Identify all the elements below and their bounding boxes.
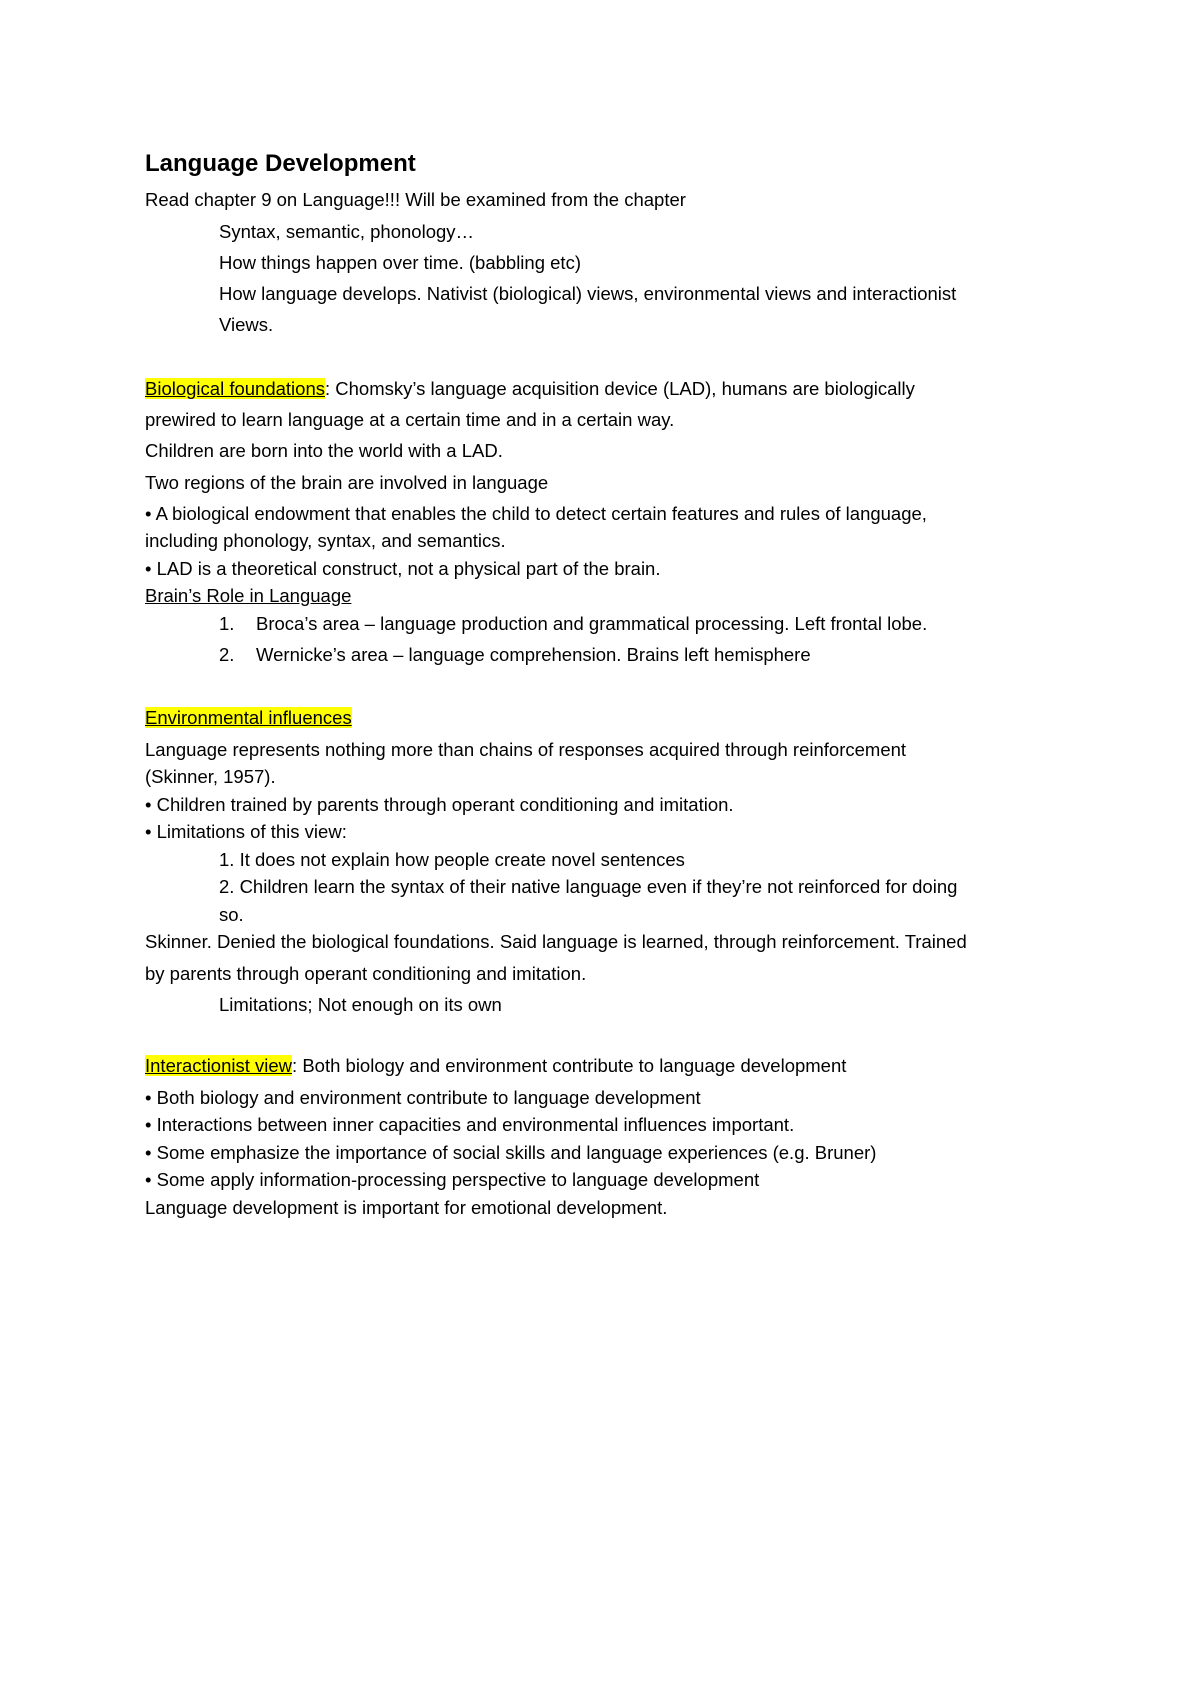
closing-line: Language development is important for emotional development. bbox=[145, 1197, 668, 1218]
heading-colon: : bbox=[325, 378, 331, 399]
bullet-item: • Limitations of this view: bbox=[145, 821, 347, 842]
biological-line: prewired to learn language at a certain time and in a certain way. bbox=[145, 409, 675, 430]
limitation-item: 2. Children learn the syntax of their native language even if they’re not reinforced for doing bbox=[219, 876, 958, 897]
limitation-item: 1. It does not explain how people create novel sentences bbox=[219, 849, 685, 870]
list-number: 2. bbox=[219, 644, 235, 665]
limitation-item-continued: so. bbox=[219, 904, 244, 925]
interactionist-heading: Interactionist view bbox=[145, 1055, 293, 1076]
list-item: Broca’s area – language production and grammatical processing. Left frontal lobe. bbox=[256, 613, 928, 634]
environmental-heading: Environmental influences bbox=[145, 707, 352, 728]
environmental-line: Language represents nothing more than chains of responses acquired through reinforcement bbox=[145, 739, 907, 760]
intro-item: How language develops. Nativist (biological) views, environmental views and interactionist bbox=[219, 283, 957, 304]
list-item: Wernicke’s area – language comprehension. Brains left hemisphere bbox=[256, 644, 811, 665]
environmental-line: (Skinner, 1957). bbox=[145, 766, 276, 787]
bullet-item: • Children trained by parents through operant conditioning and imitation. bbox=[145, 794, 734, 815]
biological-paragraph bbox=[145, 377, 915, 401]
environmental-paragraph bbox=[145, 706, 352, 730]
list-number: 1. bbox=[219, 613, 235, 634]
heading-colon: : bbox=[292, 1055, 298, 1076]
intro-item: Syntax, semantic, phonology… bbox=[219, 221, 475, 242]
brain-role-heading: Brain’s Role in Language bbox=[145, 585, 352, 606]
page-title: Language Development bbox=[145, 150, 416, 177]
bullet-item: • Interactions between inner capacities and environmental influences important. bbox=[145, 1114, 795, 1135]
interactionist-line-text: Both biology and environment contribute to language development bbox=[297, 1055, 847, 1076]
intro-item: Views. bbox=[219, 314, 274, 335]
bullet-item: • Some emphasize the importance of social skills and language experiences (e.g. Bruner) bbox=[145, 1142, 877, 1163]
interactionist-paragraph bbox=[145, 1054, 846, 1078]
environmental-line: Skinner. Denied the biological foundations. Said language is learned, through reinforcement. Trained bbox=[145, 931, 967, 952]
bullet-item: • A biological endowment that enables the child to detect certain features and rules of language, bbox=[145, 503, 927, 524]
environmental-line: Limitations; Not enough on its own bbox=[219, 994, 502, 1015]
biological-line: Two regions of the brain are involved in language bbox=[145, 472, 549, 493]
intro-item: How things happen over time. (babbling etc) bbox=[219, 252, 581, 273]
bullet-item: • LAD is a theoretical construct, not a physical part of the brain. bbox=[145, 558, 661, 579]
biological-line: Children are born into the world with a LAD. bbox=[145, 440, 503, 461]
bullet-item: • Both biology and environment contribute to language development bbox=[145, 1087, 701, 1108]
bullet-item: • Some apply information-processing perspective to language development bbox=[145, 1169, 760, 1190]
biological-line-text: Chomsky’s language acquisition device (LAD), humans are biologically bbox=[330, 378, 915, 399]
intro-line: Read chapter 9 on Language!!! Will be examined from the chapter bbox=[145, 189, 686, 210]
biological-heading: Biological foundations bbox=[145, 378, 325, 399]
environmental-line: by parents through operant conditioning and imitation. bbox=[145, 963, 587, 984]
bullet-item-continued: including phonology, syntax, and semantics. bbox=[145, 530, 506, 551]
